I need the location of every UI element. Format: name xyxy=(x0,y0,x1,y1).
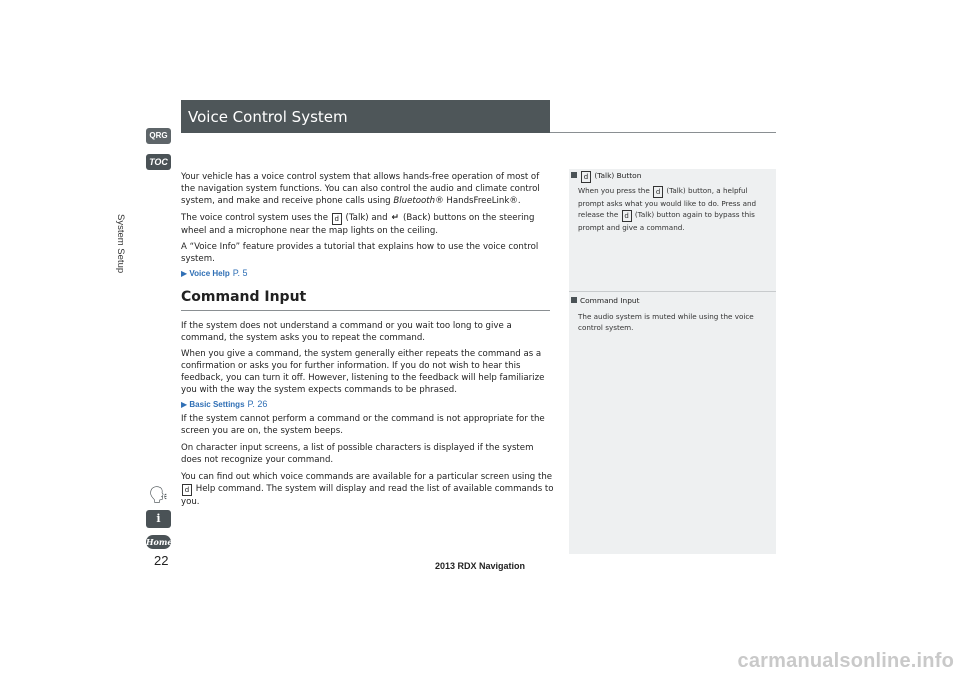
command-note-heading: Command Input xyxy=(571,296,639,305)
title-rule xyxy=(550,132,776,133)
watermark: carmanualsonline.info xyxy=(737,650,954,672)
back-icon: ↵ xyxy=(391,213,400,223)
page-number: 22 xyxy=(154,553,169,568)
talk-icon: d xyxy=(622,210,632,222)
voice-help-link[interactable]: ▶ Voice Help P. 5 xyxy=(181,268,248,278)
info-icon[interactable]: i xyxy=(146,510,171,528)
talk-icon: d xyxy=(182,484,192,496)
intro-paragraph-1: Your vehicle has a voice control system that allows hands-free operation of most of the navigation system functions. You can also control the audio and climate control system, and make and receive phone calls using Bluetooth® HandsFreeLink®. xyxy=(181,172,540,206)
footer-title: 2013 RDX Navigation xyxy=(434,561,526,571)
home-icon[interactable]: Home xyxy=(146,537,173,547)
note-marker-icon xyxy=(571,297,577,303)
command-paragraph-1: If the system does not understand a command or you wait too long to give a command, the system asks you to repeat the command. xyxy=(181,321,512,343)
xref-arrow-icon: ▶ xyxy=(181,400,188,409)
page-title: Voice Control System xyxy=(188,108,348,126)
talk-note-text: When you press the d (Talk) button, a helpful prompt asks what you would like to do. Press and release the d (Talk) button again to bypass this prompt and give a command. xyxy=(578,186,757,232)
command-paragraph-5: You can find out which voice commands are available for a particular screen using the d Help command. The system will display and read the list of available commands to you. xyxy=(181,472,554,507)
section-rule xyxy=(181,310,550,311)
command-paragraph-3: If the system cannot perform a command or the command is not appropriate for the screen you are on, the system beeps. xyxy=(181,414,545,436)
basic-settings-link[interactable]: ▶ Basic Settings P. 26 xyxy=(181,399,268,409)
intro-paragraph-2: The voice control system uses the d (Talk) and ↵ (Back) buttons on the steering wheel and a microphone near the map lights on the ceiling. xyxy=(181,213,535,236)
talk-icon[interactable]: 🗣 xyxy=(146,486,171,504)
talk-icon: d xyxy=(653,186,663,198)
command-input-heading: Command Input xyxy=(181,289,307,305)
note-marker-icon xyxy=(571,172,577,178)
talk-icon: d xyxy=(581,171,591,183)
talk-note-heading: d (Talk) Button xyxy=(571,171,641,183)
intro-paragraph-3: A “Voice Info” feature provides a tutorial that explains how to use the voice control system. xyxy=(181,242,539,264)
command-paragraph-2: When you give a command, the system generally either repeats the command as a confirmation or asks you for further information. If you do not wish to hear this feedback, you can turn it off. However, listening to the feedback will help familiarize you with the way the system expects commands to be phrased. xyxy=(181,349,545,395)
command-paragraph-4: On character input screens, a list of possible characters is displayed if the system does not recognize your command. xyxy=(181,443,534,465)
section-side-label: System Setup xyxy=(115,214,126,274)
notes-separator xyxy=(569,291,776,292)
xref-arrow-icon: ▶ xyxy=(181,269,188,278)
command-note-text: The audio system is muted while using the voice control system. xyxy=(578,312,754,332)
talk-icon: d xyxy=(332,213,342,225)
qrg-tab[interactable]: QRG xyxy=(146,128,171,144)
toc-tab[interactable]: TOC xyxy=(146,154,171,170)
